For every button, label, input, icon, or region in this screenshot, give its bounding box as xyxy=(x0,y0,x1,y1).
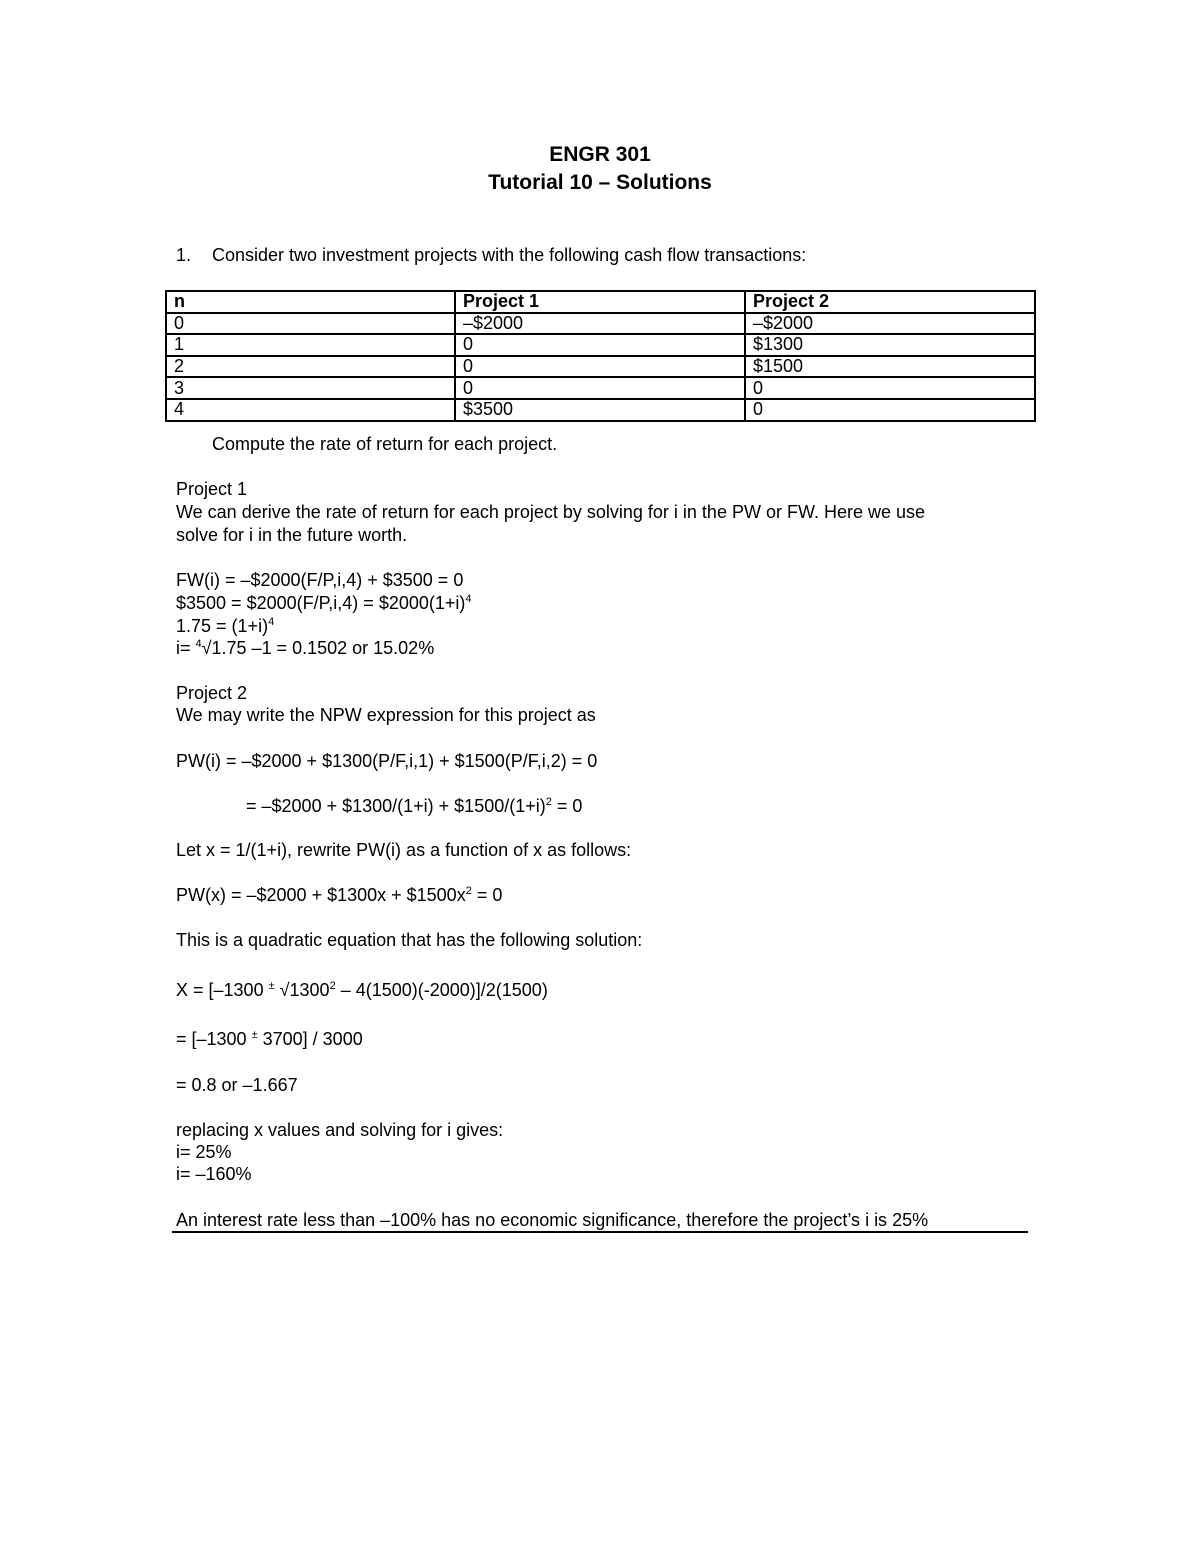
project1-equation-2: $3500 = $2000(F/P,i,4) = $\$2000(1+i)^4$ xyxy=(176,593,472,613)
project1-intro-line2: solve for i in the future worth. xyxy=(176,525,408,545)
project2-quadratic-step: = [–1300 ± 3700] / 3000 xyxy=(176,1029,363,1049)
table-cell: –$2000 xyxy=(455,313,745,335)
project1-heading: Project 1 xyxy=(176,479,248,499)
table-header-row xyxy=(166,291,1035,313)
table-cell: 4 xyxy=(166,399,455,421)
table-row xyxy=(166,334,1035,356)
table-cell: 0 xyxy=(745,377,1035,399)
project2-heading: Project 2 xyxy=(176,683,248,703)
table-cell: $1300 xyxy=(745,334,1035,356)
table-cell: $3500 xyxy=(455,399,745,421)
table-cell: 1 xyxy=(166,334,455,356)
project1-intro-line1: We can derive the rate of return for each project by solving for i in the PW or FW. Here we use xyxy=(176,502,925,522)
project2-result-2: i= –160% xyxy=(176,1164,252,1184)
table-header-cell: Project 1 xyxy=(455,291,745,313)
question-text: Consider two investment projects with the following cash flow transactions: xyxy=(212,245,807,265)
table-row xyxy=(166,399,1035,421)
course-title: ENGR 301 xyxy=(549,143,651,166)
table-cell: 0 xyxy=(455,356,745,378)
project1-fw-equation: FW(i) = –$2000(F/P,i,4) + $3500 = 0 xyxy=(176,570,464,590)
table-row xyxy=(166,356,1035,378)
project2-replace-note: replacing x values and solving for i gives: xyxy=(176,1120,504,1140)
table-row xyxy=(166,377,1035,399)
project2-roots: = 0.8 or –1.667 xyxy=(176,1075,298,1095)
project2-quadratic-note: This is a quadratic equation that has the following solution: xyxy=(176,930,643,950)
table-cell: 0 xyxy=(745,399,1035,421)
question-task: Compute the rate of return for each project. xyxy=(212,434,558,454)
table-header-cell: n xyxy=(166,291,455,313)
project1-equation-3: $1.75 = (1+i)^4$ xyxy=(176,616,275,636)
cash-flow-table xyxy=(165,290,1036,422)
project2-quadratic-formula: X = [–1300 ± √1300$^2$ – 4(1500)(-2000)]/2(1500) xyxy=(176,980,548,1000)
project2-pwx-equation: PW(x) = –$2000 + $1300x + $\$1500x^2 = 0$ xyxy=(176,885,503,905)
tutorial-subtitle: Tutorial 10 – Solutions xyxy=(488,171,712,194)
question-number: 1. xyxy=(176,245,192,265)
project2-pw-equation: PW(i) = –$2000 + $1300(P/F,i,1) + $1500(P/F,i,2) = 0 xyxy=(176,751,598,771)
conclusion-underline xyxy=(172,1231,1028,1233)
table-cell: 0 xyxy=(166,313,455,335)
project2-intro: We may write the NPW expression for this project as xyxy=(176,705,596,725)
table-header-cell: Project 2 xyxy=(745,291,1035,313)
project2-conclusion: An interest rate less than –100% has no economic significance, therefore the project’s i is 25% xyxy=(176,1210,929,1230)
table-cell: 0 xyxy=(455,377,745,399)
table-cell: 2 xyxy=(166,356,455,378)
project2-substitution: Let x = 1/(1+i), rewrite PW(i) as a function of x as follows: xyxy=(176,840,632,860)
table-row xyxy=(166,313,1035,335)
table-cell: 3 xyxy=(166,377,455,399)
table-cell: $1500 xyxy=(745,356,1035,378)
project2-result-1: i= 25% xyxy=(176,1142,232,1162)
project1-result: i= $^4$√1.75 –1 = 0.1502 or 15.02% xyxy=(176,638,435,658)
table-cell: –$2000 xyxy=(745,313,1035,335)
project2-pw-expanded: = –$2000 + $1300/(1+i) + $\$1500/(1+i)^2 = 0$ xyxy=(246,796,583,816)
table-cell: 0 xyxy=(455,334,745,356)
